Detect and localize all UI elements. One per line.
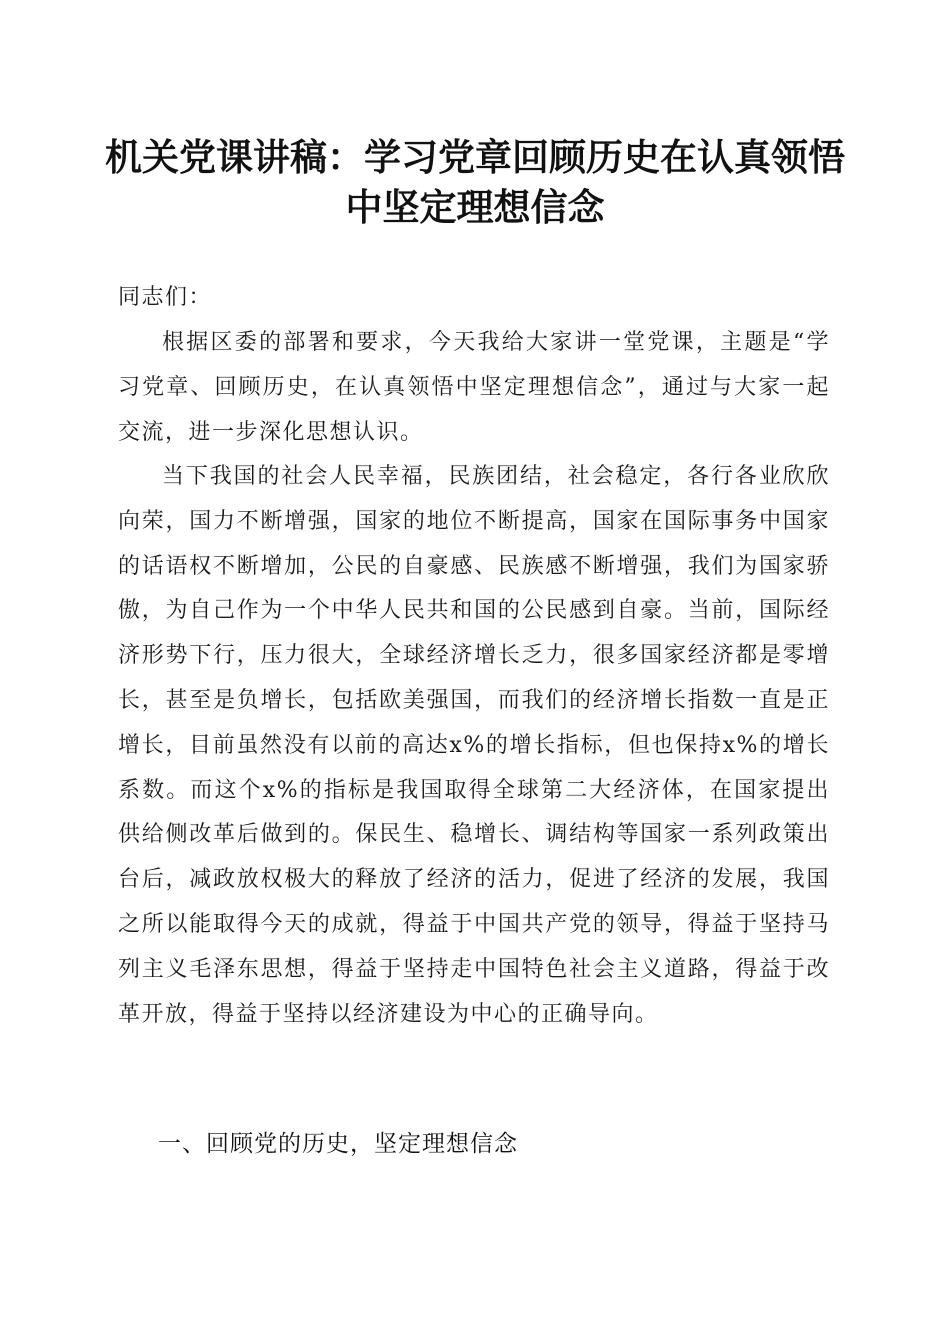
section-heading: 一、回顾党的历史，坚定理想信念 <box>158 1131 518 1157</box>
paragraph-1: 根据区委的部署和要求，今天我给大家讲一堂党课，主题是“学习党章、回顾历史，在认真领悟中坚定理想信念”，通过与大家一起交流，进一步深化思想认识。 <box>118 330 830 445</box>
paragraph-2: 当下我国的社会人民幸福，民族团结，社会稳定，各行各业欣欣向荣，国力不断增强，国家的地位不断提高，国家在国际事务中国家的话语权不断增加，公民的自豪感、民族感不断增强，我们为国家骄傲，为自己作为一个中华人民共和国的公民感到自豪。当前，国际经济形势下行，压力很大，全球经济增长乏力，很多国家经济都是零增长，甚至是负增长，包括欧美强国，而我们的经济增长指数一直是正增长，目前虽然没有以前的高达x%的增长指标，但也保持x%的增长系数。而这个x%的指标是我国取得全球第二大经济体，在国家提出供给侧改革后做到的。保民生、稳增长、调结构等国家一系列政策出台后，减政放权极大的释放了经济的活力，促进了经济的发展，我国之所以能取得今天的成就，得益于中国共产党的领导，得益于坚持马列主义毛泽东思想，得益于坚持走中国特色社会主义道路，得益于改革开放，得益于坚持以经济建设为中心的正确导向。 <box>118 464 830 1027</box>
title-line-1: 机关党课讲稿：学习党章回顾历史在认真领悟 <box>105 135 845 179</box>
document-title <box>100 132 850 232</box>
title-line-2: 中坚定理想信念 <box>345 185 605 229</box>
greeting: 同志们： <box>118 285 213 310</box>
